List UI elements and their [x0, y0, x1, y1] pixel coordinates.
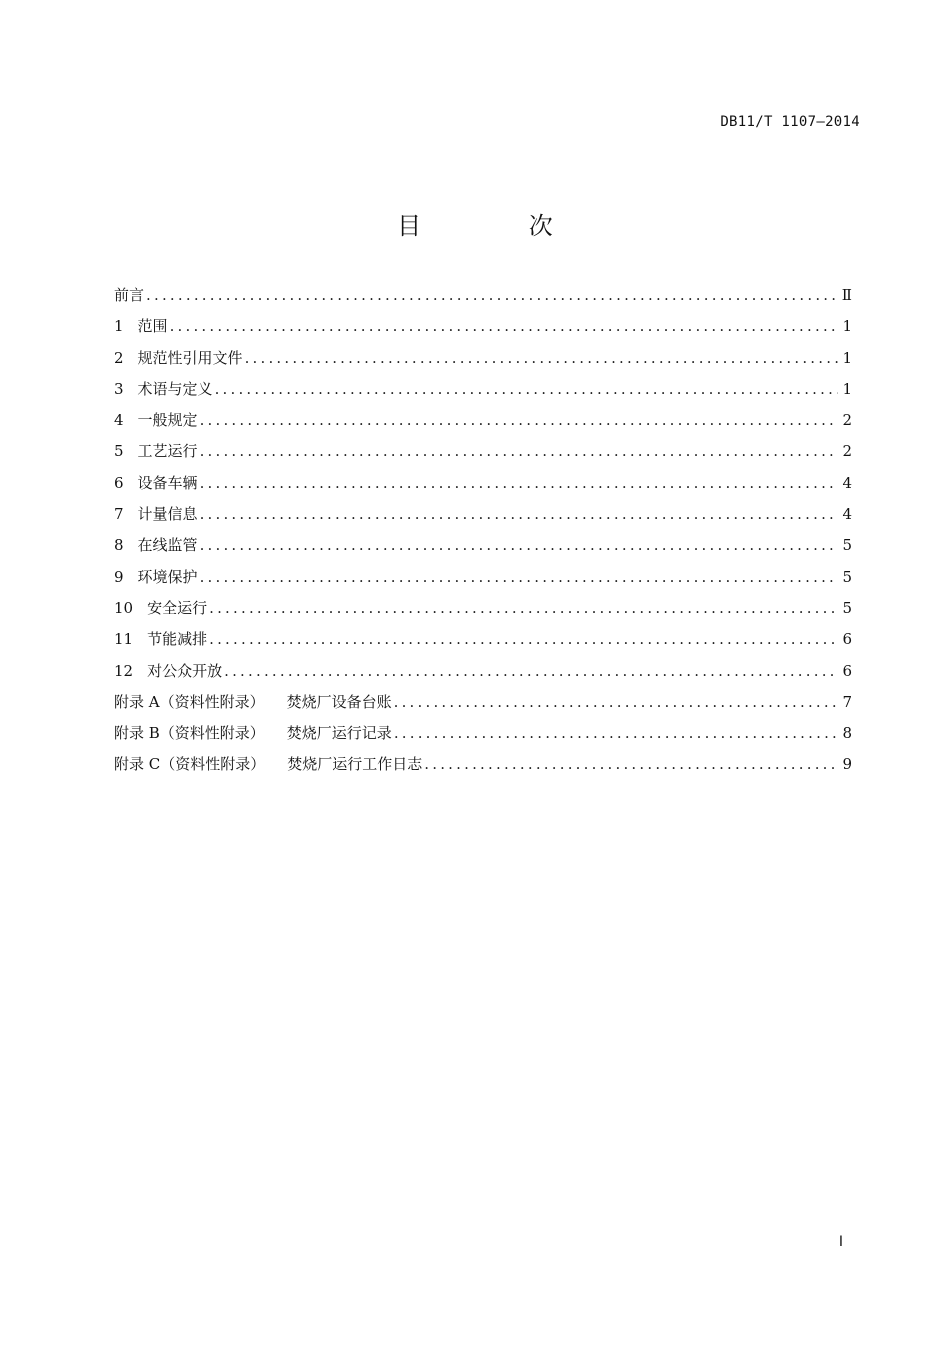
toc-entry-2[interactable]: [114, 347, 852, 378]
toc-entry-label: 一般规定: [137, 411, 198, 430]
toc-entry-number: 2: [114, 348, 124, 367]
toc-entry-11[interactable]: [114, 628, 852, 659]
toc-entry-appendix-c[interactable]: [114, 753, 852, 784]
toc-leader-dots: [170, 317, 838, 335]
toc-leader-dots: [200, 536, 838, 554]
toc-entry-number: 10: [114, 598, 134, 617]
toc-entry-page: 5: [842, 567, 852, 586]
toc-entry-number: 附录 B（资料性附录）: [114, 724, 265, 743]
toc-entry-label: 焚烧厂运行工作日志: [287, 755, 423, 774]
toc-entry-5[interactable]: [114, 440, 852, 471]
toc-entry-12[interactable]: [114, 660, 852, 691]
toc-entry-number: 附录 C（资料性附录）: [114, 755, 266, 774]
toc-entry-page: 5: [842, 536, 852, 555]
toc-entry-number: 3: [114, 379, 124, 398]
toc-leader-dots: [424, 755, 838, 773]
toc-leader-dots: [245, 349, 838, 367]
toc-entry-number: 4: [114, 411, 124, 430]
toc-entry-label: 规范性引用文件: [137, 348, 243, 367]
toc-leader-dots: [394, 724, 838, 742]
toc-leader-dots: [146, 286, 838, 304]
toc-entry-page: 1: [842, 348, 852, 367]
toc-entry-page: 2: [842, 411, 852, 430]
toc-entry-label: 焚烧厂设备台账: [286, 692, 392, 711]
toc-entry-7[interactable]: [114, 503, 852, 534]
toc-entry-page: 7: [842, 692, 852, 711]
toc-entry-label: 在线监管: [137, 536, 198, 555]
toc-entry-number: 1: [114, 317, 124, 336]
toc-entry-label: 设备车辆: [137, 473, 198, 492]
toc-entry-page: 2: [842, 442, 852, 461]
toc-list: [114, 284, 852, 785]
toc-leader-dots: [200, 474, 838, 492]
toc-entry-4[interactable]: [114, 409, 852, 440]
toc-leader-dots: [200, 442, 838, 460]
page-number: I: [838, 1234, 843, 1250]
toc-entry-number: 5: [114, 442, 124, 461]
toc-entry-label: 对公众开放: [147, 661, 223, 680]
toc-entry-appendix-a[interactable]: [114, 691, 852, 722]
toc-entry-label: 范围: [137, 317, 168, 336]
toc-leader-dots: [394, 693, 838, 711]
toc-leader-dots: [215, 380, 838, 398]
toc-entry-page: Ⅱ: [841, 286, 852, 304]
toc-entry-page: 9: [842, 755, 852, 774]
toc-entry-number: 12: [114, 661, 134, 680]
toc-entry-label: 节能减排: [147, 630, 208, 649]
toc-leader-dots: [209, 599, 838, 617]
toc-entry-9[interactable]: [114, 566, 852, 597]
toc-leader-dots: [200, 568, 838, 586]
toc-entry-number: 9: [114, 567, 124, 586]
toc-entry-page: 1: [842, 379, 852, 398]
toc-entry-1[interactable]: [114, 315, 852, 346]
toc-entry-page: 8: [842, 724, 852, 743]
toc-entry-number: 6: [114, 473, 124, 492]
toc-entry-label: 术语与定义: [137, 379, 213, 398]
toc-entry-page: 6: [842, 661, 852, 680]
toc-entry-page: 4: [842, 505, 852, 524]
toc-entry-label: 焚烧厂运行记录: [286, 724, 392, 743]
toc-entry-page: 1: [842, 317, 852, 336]
toc-entry-number: 11: [114, 630, 134, 649]
toc-entry-number: 8: [114, 536, 124, 555]
toc-entry-10[interactable]: [114, 597, 852, 628]
toc-leader-dots: [209, 630, 838, 648]
toc-entry-label: 计量信息: [137, 505, 198, 524]
toc-entry-label: 工艺运行: [137, 442, 198, 461]
toc-entry-appendix-b[interactable]: [114, 722, 852, 753]
document-code: DB11/T 1107—2014: [720, 114, 860, 130]
toc-entry-6[interactable]: [114, 472, 852, 503]
toc-entry-page: 5: [842, 598, 852, 617]
toc-entry-page: 6: [842, 630, 852, 649]
toc-leader-dots: [200, 505, 838, 523]
toc-title: 目 次: [397, 212, 603, 240]
toc-entry-number: 附录 A（资料性附录）: [114, 692, 265, 711]
toc-entry-label: 环境保护: [137, 567, 198, 586]
toc-leader-dots: [224, 662, 838, 680]
toc-entry-label: 安全运行: [147, 598, 208, 617]
toc-entry-page: 4: [842, 473, 852, 492]
toc-entry-number: 7: [114, 505, 124, 524]
toc-leader-dots: [200, 411, 838, 429]
toc-entry-preface[interactable]: [114, 284, 852, 315]
toc-entry-label: 前言: [114, 286, 145, 304]
toc-entry-8[interactable]: [114, 534, 852, 565]
toc-entry-3[interactable]: [114, 378, 852, 409]
